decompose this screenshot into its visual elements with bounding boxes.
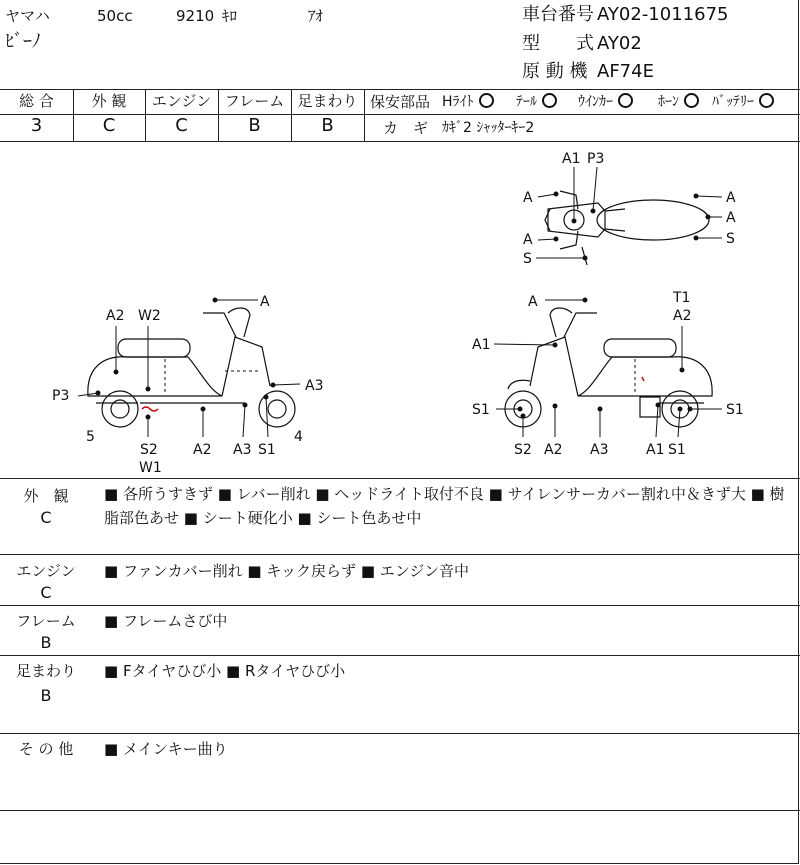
status-ok-icon — [542, 93, 557, 108]
scooter-top-view — [545, 191, 709, 265]
remark-text-other: ■ メインキー曲り — [104, 740, 228, 758]
grade-value-overall: 3 — [30, 115, 43, 136]
remark-category-exterior: 外 観 — [23, 487, 69, 505]
label-a3: A3 — [590, 442, 609, 458]
safety-headlight: Hﾗｲﾄ — [442, 93, 494, 111]
divider — [0, 89, 800, 90]
divider — [0, 733, 800, 734]
damage-markers-right — [518, 298, 693, 419]
safety-taillight: ﾃｰﾙ — [516, 93, 557, 111]
damage-diagram — [0, 141, 800, 478]
grade-label-overall: 総 合 — [19, 92, 54, 110]
maker: ヤマハ — [5, 7, 50, 25]
label-s: S — [523, 251, 532, 267]
grade-value-frame: B — [248, 115, 261, 136]
frame-no-label: 車台番号 — [522, 4, 594, 25]
engine-value: AF74E — [597, 61, 654, 82]
grade-value-suspension: B — [321, 115, 334, 136]
label-t1: T1 — [673, 290, 691, 306]
label-a3: A3 — [305, 378, 324, 394]
label-s1: S1 — [472, 402, 490, 418]
remark-text-suspension: ■ Fタイヤひび小 ■ Rタイヤひび小 — [104, 662, 346, 680]
model-name: ﾋﾞｰﾉ — [5, 31, 41, 52]
label-a3: A3 — [233, 442, 252, 458]
label-s1: S1 — [726, 402, 744, 418]
label-s1: S1 — [668, 442, 686, 458]
label-a: A — [260, 294, 270, 310]
remark-text-exterior: ■ 各所うすきず ■ レバー削れ ■ ヘッドライト取付不良 ■ サイレンサーカバー割れ中＆きず大 ■ 樹脂部色あせ ■ シート硬化小 ■ シート色あせ中 — [104, 485, 785, 527]
status-ok-icon — [759, 93, 774, 108]
status-ok-icon — [479, 93, 494, 108]
label-a1: A1 — [646, 442, 665, 458]
grade-value-exterior: C — [102, 115, 116, 136]
remark-text-frame: ■ フレームさび中 — [104, 612, 228, 630]
type-label: 型 式 — [522, 33, 594, 54]
leader-lines-top — [536, 167, 722, 258]
type-value: AY02 — [597, 33, 642, 54]
label-4: 4 — [294, 429, 303, 445]
remark-grade-exterior: C — [40, 508, 52, 527]
mileage: 9210 — [176, 7, 215, 25]
label-a2: A2 — [193, 442, 212, 458]
scooter-left-view — [88, 308, 295, 427]
key-text: ｶｷﾞ2 ｼｬｯﾀｰｷｰ2 — [442, 120, 535, 136]
remark-category-other: そ の 他 — [18, 740, 74, 758]
label-a2: A2 — [106, 308, 125, 324]
remark-grade-frame: B — [40, 633, 52, 652]
label-a: A — [523, 190, 533, 206]
status-ok-icon — [684, 93, 699, 108]
remark-grade-engine: C — [40, 583, 52, 602]
label-a1: A1 — [562, 151, 581, 167]
remark-category-suspension: 足まわり — [15, 662, 76, 680]
status-ok-icon — [618, 93, 633, 108]
remark-category-engine: エンジン — [16, 562, 76, 580]
grade-value-engine: C — [175, 115, 188, 136]
mileage-unit: ｷﾛ — [222, 7, 238, 25]
scratch-mark — [642, 377, 644, 381]
divider — [0, 554, 800, 555]
key-label: カ ギ — [383, 119, 429, 137]
label-a: A — [523, 232, 533, 248]
label-a: A — [528, 294, 538, 310]
remark-text-engine: ■ ファンカバー削れ ■ キック戻らず ■ エンジン音中 — [104, 562, 470, 580]
label-a1: A1 — [472, 337, 491, 353]
label-a: A — [726, 190, 736, 206]
label-a2: A2 — [544, 442, 563, 458]
label-s: S — [726, 231, 735, 247]
color: ｱｵ — [308, 7, 324, 25]
divider — [0, 605, 800, 606]
label-w1: W1 — [139, 460, 162, 476]
label-s2: S2 — [514, 442, 532, 458]
divider — [364, 114, 800, 115]
label-p3: P3 — [52, 388, 70, 404]
divider — [0, 655, 800, 656]
label-w2: W2 — [138, 308, 161, 324]
grade-label-engine: エンジン — [151, 92, 212, 110]
grade-label-frame: フレーム — [224, 92, 285, 110]
safety-winker: ｳｲﾝｶｰ — [578, 93, 633, 111]
frame-no: AY02-1011675 — [597, 4, 729, 25]
label-s2: S2 — [140, 442, 158, 458]
safety-horn: ﾎｰﾝ — [658, 93, 699, 111]
divider — [0, 810, 800, 811]
label-a2: A2 — [673, 308, 692, 324]
safety-battery: ﾊﾞｯﾃﾘｰ — [712, 93, 774, 111]
grade-label-suspension: 足まわり — [297, 92, 358, 110]
label-5: 5 — [86, 429, 95, 445]
label-p3: P3 — [587, 151, 605, 167]
scratch-mark — [142, 407, 158, 411]
safety-label: 保安部品 — [370, 93, 431, 111]
grade-label-exterior: 外 観 — [91, 92, 127, 110]
label-a: A — [726, 210, 736, 226]
remark-category-frame: フレーム — [16, 612, 76, 630]
divider — [364, 89, 365, 141]
divider — [0, 478, 800, 479]
remark-grade-suspension: B — [40, 686, 52, 705]
engine-label: 原 動 機 — [522, 61, 588, 82]
displacement: 50cc — [97, 7, 133, 25]
label-s1: S1 — [258, 442, 276, 458]
